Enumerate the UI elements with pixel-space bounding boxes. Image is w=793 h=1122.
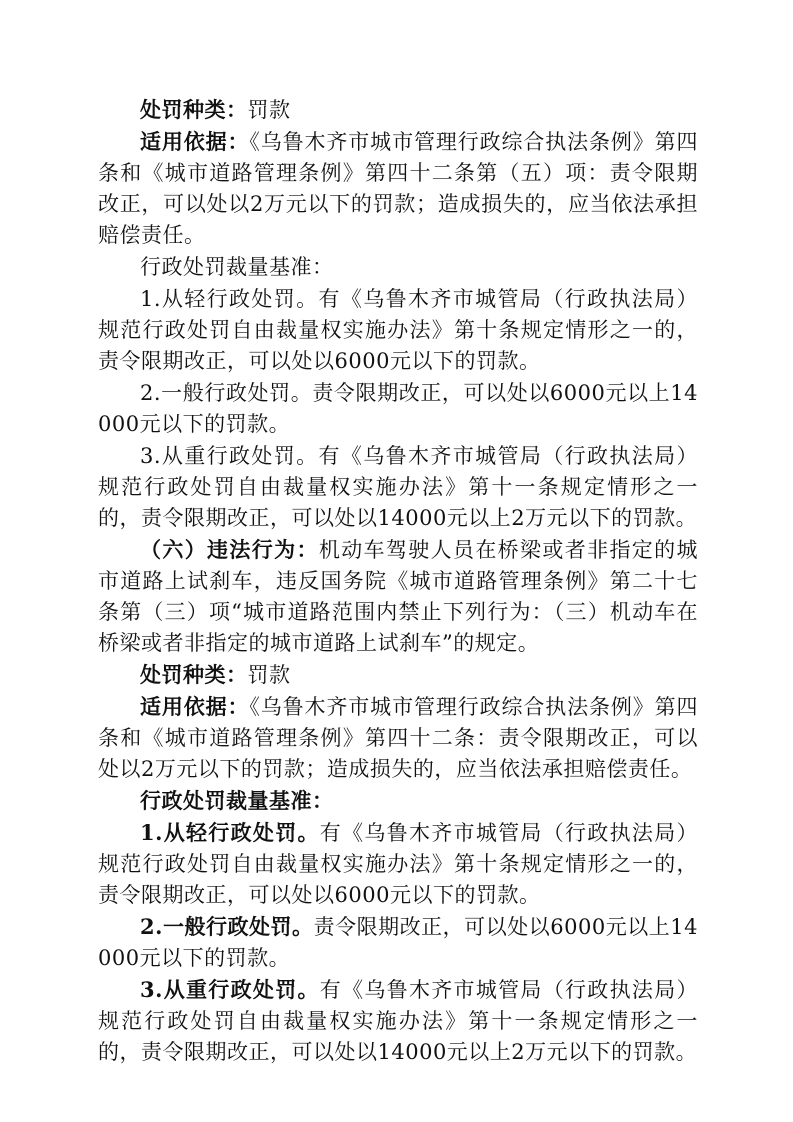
severe-penalty-text-2: 有《乌鲁木齐市城管局（行政执法局）规范行政处罚自由裁量权实施办法》第十一条规定情形之一的，责令限期改正，可以处以14000元以上2万元以下的罚款。: [98, 978, 698, 1064]
severe-penalty-bold-2: 3.从重行政处罚。: [140, 977, 320, 1002]
paragraph-discretion-heading-2: [98, 785, 698, 817]
discretion-heading-bold-2: 行政处罚裁量基准：: [140, 788, 334, 813]
lenient-penalty-bold-2: 1.从轻行政处罚。: [140, 820, 320, 845]
paragraph-violation-six: [98, 534, 698, 659]
legal-basis-text: 《乌鲁木齐市城市管理行政综合执法条例》第四条和《城市道路管理条例》第四十二条第（五）项：责令限期改正，可以处以2万元以下的罚款；造成损失的，应当依法承担赔偿责任。: [98, 130, 699, 247]
lenient-penalty-text-2: 有《乌鲁木齐市城管局（行政执法局）规范行政处罚自由裁量权实施办法》第十条规定情形之一的，责令限期改正，可以处以6000元以下的罚款。: [98, 821, 698, 907]
paragraph-severe-penalty-2: [98, 974, 698, 1068]
discretion-heading-text: 行政处罚裁量基准：: [140, 255, 334, 279]
document-body: [98, 94, 698, 1068]
paragraph-severe-penalty: [98, 440, 698, 534]
general-penalty-text: 2.一般行政处罚。责令限期改正，可以处以6000元以上14000元以下的罚款。: [98, 381, 698, 436]
penalty-type-label: 处罚种类：: [140, 97, 248, 122]
paragraph-discretion-heading: [98, 251, 698, 283]
paragraph-legal-basis-2: [98, 691, 698, 785]
legal-basis-label-2: 适用依据：: [140, 694, 250, 719]
general-penalty-text-2: 责令限期改正，可以处以6000元以上14000元以下的罚款。: [98, 915, 698, 970]
violation-six-label: （六）违法行为：: [140, 537, 319, 562]
penalty-type-label-2: 处罚种类：: [140, 662, 248, 687]
paragraph-penalty-type-2: [98, 659, 698, 691]
paragraph-legal-basis: [98, 126, 698, 251]
lenient-penalty-text: 1.从轻行政处罚。有《乌鲁木齐市城管局（行政执法局）规范行政处罚自由裁量权实施办法》第十条规定情形之一的，责令限期改正，可以处以6000元以下的罚款。: [98, 287, 698, 373]
paragraph-general-penalty-2: [98, 911, 698, 974]
violation-six-text: 机动车驾驶人员在桥梁或者非指定的城市道路上试刹车，违反国务院《城市道路管理条例》第二十七条第（三）项“城市道路范围内禁止下列行为：（三）机动车在桥梁或者非指定的城市道路上试刹车”的规定。: [98, 538, 699, 655]
paragraph-general-penalty: [98, 377, 698, 440]
paragraph-penalty-type: [98, 94, 698, 126]
severe-penalty-text: 3.从重行政处罚。有《乌鲁木齐市城管局（行政执法局）规范行政处罚自由裁量权实施办法》第十一条规定情形之一的，责令限期改正，可以处以14000元以上2万元以下的罚款。: [98, 444, 698, 530]
paragraph-lenient-penalty: [98, 283, 698, 377]
paragraph-lenient-penalty-2: [98, 817, 698, 911]
penalty-type-value-2: 罚款: [247, 663, 291, 687]
legal-basis-text-2: 《乌鲁木齐市城市管理行政综合执法条例》第四条和《城市道路管理条例》第四十二条：责令限期改正，可以处以2万元以下的罚款；造成损失的，应当依法承担赔偿责任。: [98, 695, 699, 781]
general-penalty-bold-2: 2.一般行政处罚。: [140, 914, 314, 939]
legal-basis-label: 适用依据：: [140, 129, 250, 154]
penalty-type-value: 罚款: [247, 98, 291, 122]
